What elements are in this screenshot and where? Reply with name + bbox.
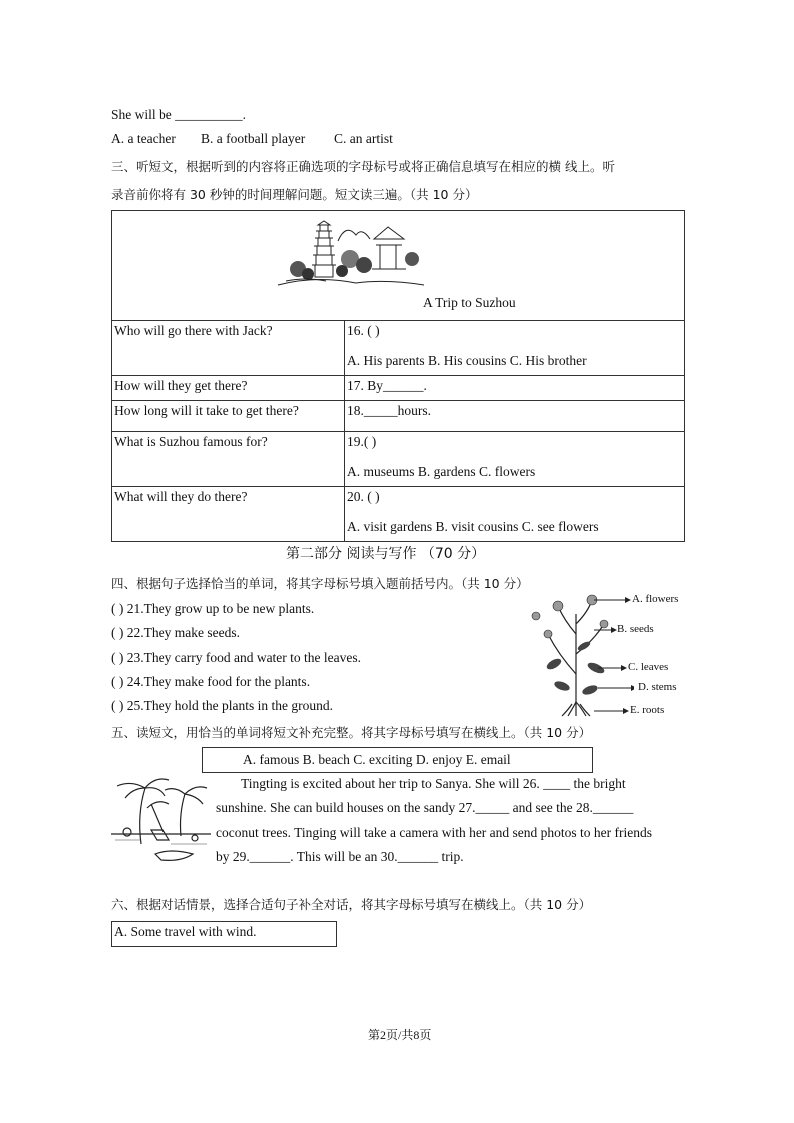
trip-caption: A Trip to Suzhou — [423, 295, 516, 310]
trip-answer-18: 18._____hours. — [345, 401, 685, 432]
plant-label-stems: D. stems — [638, 681, 677, 693]
section4-item-23: ( ) 23.They carry food and water to the leaves. — [111, 650, 362, 665]
section3-title-line2: 录音前你将有 30 秒钟的时间理解问题。短文读三遍。（共 10 分） — [111, 187, 478, 202]
question-stem: She will be __________. — [111, 107, 246, 122]
passage-line4: by 29.______. This will be an 30.______ trip. — [216, 849, 464, 864]
question-option-a: A. a teacher — [111, 131, 176, 146]
question-option-b: B. a football player — [201, 131, 306, 146]
trip-question-18: How long will it take to get there? — [112, 401, 345, 432]
section5-title: 五、读短文，用恰当的单词将短文补充完整。将其字母标号填写在横线上。（共 10 分） — [111, 725, 592, 740]
passage-line1: Tingting is excited about her trip to Sanya. She will 26. ____ the bright — [241, 776, 626, 791]
passage-line3: coconut trees. Tinging will take a camera with her and send photos to her friends — [216, 825, 653, 840]
section4-item-22: ( ) 22.They make seeds. — [111, 625, 240, 640]
word-box — [202, 747, 593, 773]
word-box-options: A. famous B. beach C. exciting D. enjoy E. email — [243, 752, 511, 767]
trip-header-cell — [112, 211, 685, 321]
trip-answer-17: 17. By______. — [345, 376, 685, 401]
answer-19-options: A. museums B. gardens C. flowers — [347, 464, 536, 479]
section4-title: 四、根据句子选择恰当的单词，将其字母标号填入题前括号内。（共 10 分） — [111, 576, 529, 591]
section4-item-21: ( ) 21.They grow up to be new plants. — [111, 601, 315, 616]
trip-question-19: What is Suzhou famous for? — [112, 432, 345, 487]
trip-answer-16 — [345, 321, 685, 376]
plant-label-roots: E. roots — [630, 704, 665, 716]
answer-16-line1: 16. ( ) — [347, 323, 380, 338]
trip-question-16: Who will go there with Jack? — [112, 321, 345, 376]
section3-title-line1: 三、听短文，根据听到的内容将正确选项的字母标号或将正确信息填写在相应的横 线上。听 — [111, 159, 615, 174]
trip-question-17: How will they get there? — [112, 376, 345, 401]
plant-label-seeds: B. seeds — [617, 623, 654, 635]
option-a-text: A. Some travel with wind. — [114, 924, 257, 939]
trip-answer-19 — [345, 432, 685, 487]
section6-title: 六、根据对话情景，选择合适句子补全对话，将其字母标号填写在横线上。（共 10 分） — [111, 897, 592, 912]
beach-illustration — [111, 774, 211, 866]
section4-item-25: ( ) 25.They hold the plants in the ground. — [111, 698, 333, 713]
page-footer: 第2页/共8页 — [368, 1028, 432, 1042]
plant-arrows — [594, 594, 634, 718]
answer-20-options: A. visit gardens B. visit cousins C. see flowers — [347, 519, 599, 534]
plant-label-flowers: A. flowers — [632, 593, 679, 605]
suzhou-illustration — [276, 219, 426, 289]
passage-line2: sunshine. She can build houses on the sandy 27._____ and see the 28.______ — [216, 800, 634, 815]
plant-label-leaves: C. leaves — [628, 661, 669, 673]
trip-table — [111, 210, 685, 542]
part2-heading: 第二部分 阅读与写作 （70 分） — [286, 546, 486, 562]
question-option-c: C. an artist — [334, 131, 393, 146]
answer-19-line1: 19.( ) — [347, 434, 377, 449]
trip-question-20: What will they do there? — [112, 487, 345, 542]
answer-20-line1: 20. ( ) — [347, 489, 380, 504]
answer-16-options: A. His parents B. His cousins C. His brother — [347, 353, 587, 368]
section4-item-24: ( ) 24.They make food for the plants. — [111, 674, 311, 689]
trip-answer-20 — [345, 487, 685, 542]
option-a-box — [111, 921, 337, 947]
